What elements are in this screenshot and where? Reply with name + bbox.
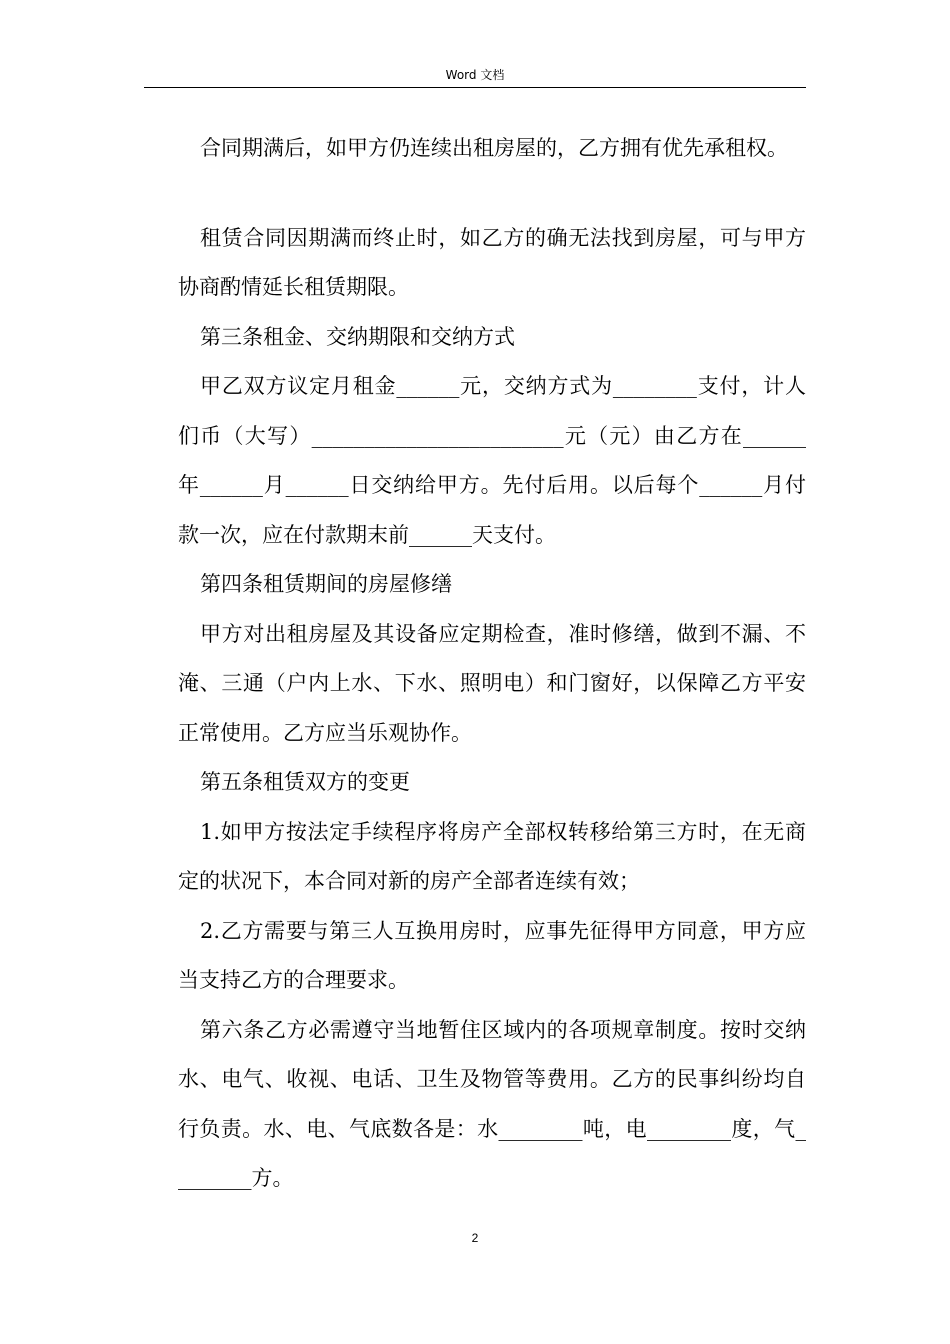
paragraph-repairs: 甲方对出租房屋及其设备应定期检查，准时修缮，做到不漏、不淹、三通（户内上水、下水、照明电）和门窗好，以保障乙方平安正常使用。乙方应当乐观协作。	[178, 621, 806, 745]
clause-heading-5: 第五条租赁双方的变更	[200, 770, 410, 794]
header-title: Word 文档	[445, 68, 505, 82]
clause-heading-4: 第四条租赁期间的房屋修缮	[200, 572, 452, 596]
paragraph-rent-payment: 甲乙双方议定月租金______元，交纳方式为________支付，计人们币（大写）________________________元（元）由乙方在______年______月______日交纳给甲方。先付后用。以后每个______月付款一次，应在付款期末前______天支付。	[178, 374, 806, 547]
page-number: 2	[471, 1231, 479, 1245]
clause-heading-3: 第三条租金、交纳期限和交纳方式	[200, 324, 515, 349]
paragraph-change-item-2: 2.乙方需要与第三人互换用房时，应事先征得甲方同意，甲方应当支持乙方的合理要求。	[178, 918, 806, 992]
clause-6-regulations: 第六条乙方必需遵守当地暂住区域内的各项规章制度。按时交纳水、电气、收视、电话、卫生及物管等费用。乙方的民事纠纷均自行负责。水、电、气底数各是：水________吨，电________度，气________方。	[178, 1017, 806, 1190]
document-header	[144, 66, 806, 84]
paragraph-priority-lease: 合同期满后，如甲方仍连续出租房屋的，乙方拥有优先承租权。	[200, 136, 788, 160]
paragraph-change-item-1: 1.如甲方按法定手续程序将房产全部权转移给第三方时，在无商定的状况下，本合同对新的房产全部者连续有效；	[178, 819, 806, 893]
paragraph-extend-lease: 租赁合同因期满而终止时，如乙方的确无法找到房屋，可与甲方协商酌情延长租赁期限。	[178, 225, 806, 299]
document-body	[178, 124, 806, 1204]
header-divider	[144, 87, 806, 88]
